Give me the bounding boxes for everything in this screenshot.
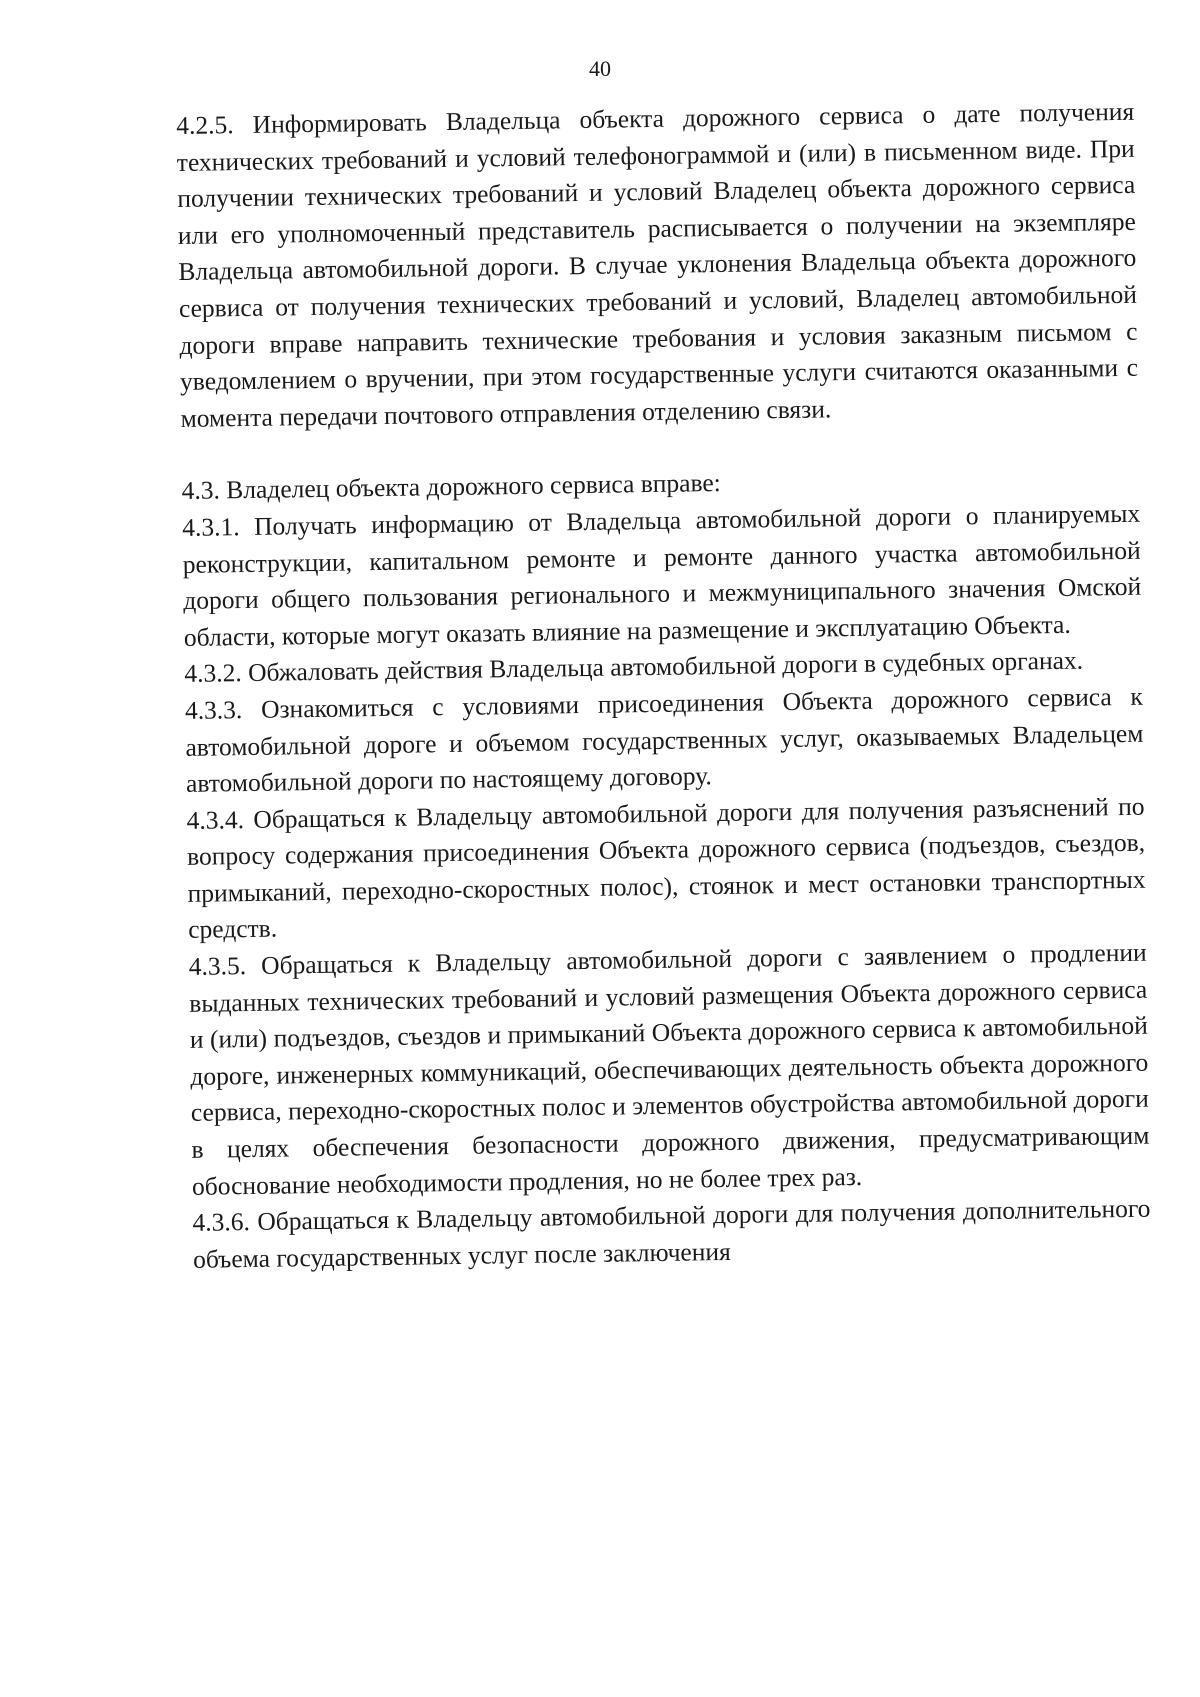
clause-4-3-4: 4.3.4. Обращаться к Владельцу автомобильной дороги для получения разъяснений по вопросу содержания присоединения Объекта дорожного сервиса (подъездов, съездов, примыканий, переходно-скоростных полос), стоянок и мест остановки транспортных средств.: [186, 791, 1146, 945]
clause-4-2-5: 4.2.5. Информировать Владельца объекта дорожного сервиса о дате получения технических требований и условий телефонограммой и (или) в письменном виде. При получении технических требований и условий Владелец объекта дорожного сервиса или его уполномоченный представитель расписывается о получении на экземпляре Владельца автомобильной дороги. В случае уклонения Владельца объекта дорожного сервиса от получения технических требований и условий, Владелец автомобильной дороги вправе направить технические требования и условия заказным письмом с уведомлением о вручении, при этом государственные услуги считаются оказанными с момента передачи почтового отправления отделению связи.: [176, 96, 1139, 433]
section-heading-4-3: 4.3. Владелец объекта дорожного сервиса вправе:: [181, 468, 721, 506]
page-number: 40: [589, 56, 611, 81]
clause-4-3-5: 4.3.5. Обращаться к Владельцу автомобильной дороги с заявлением о продлении выданных технических требований и условий размещения Объекта дорожного сервиса и (или) подъездов, съездов и примыканий Объекта дорожного сервиса к автомобильной дороге, инженерных коммуникаций, обеспечивающих деятельность объекта дорожного сервиса, переходно-скоростных полос и элементов обустройства автомобильной дороги в целях обеспечения безопасности дорожного движения, предусматривающим обоснование необходимости продления, но не более трех раз.: [188, 937, 1150, 1201]
clause-4-3-1: 4.3.1. Получать информацию от Владельца автомобильной дороги о планируемых реконструкции, капитальном ремонте и ремонте данного участка автомобильной дороги общего пользования регионального и межмуниципального значения Омской области, которые могут оказать влияние на размещение и эксплуатацию Объекта.: [182, 498, 1142, 652]
clause-4-3-2: 4.3.2. Обжаловать действия Владельца автомобильной дороги в судебных органах.: [184, 645, 1084, 689]
clause-4-3-6: 4.3.6. Обращаться к Владельцу автомобильной дороги для получения дополнительного объема государственных услуг после заключения: [192, 1193, 1151, 1274]
document-body: [176, 94, 1151, 1278]
clause-4-3-3: 4.3.3. Ознакомиться с условиями присоединения Объекта дорожного сервиса к автомобильной дороге и объемом государственных услуг, оказываемых Владельцем автомобильной дороги по настоящему договору.: [184, 681, 1144, 799]
